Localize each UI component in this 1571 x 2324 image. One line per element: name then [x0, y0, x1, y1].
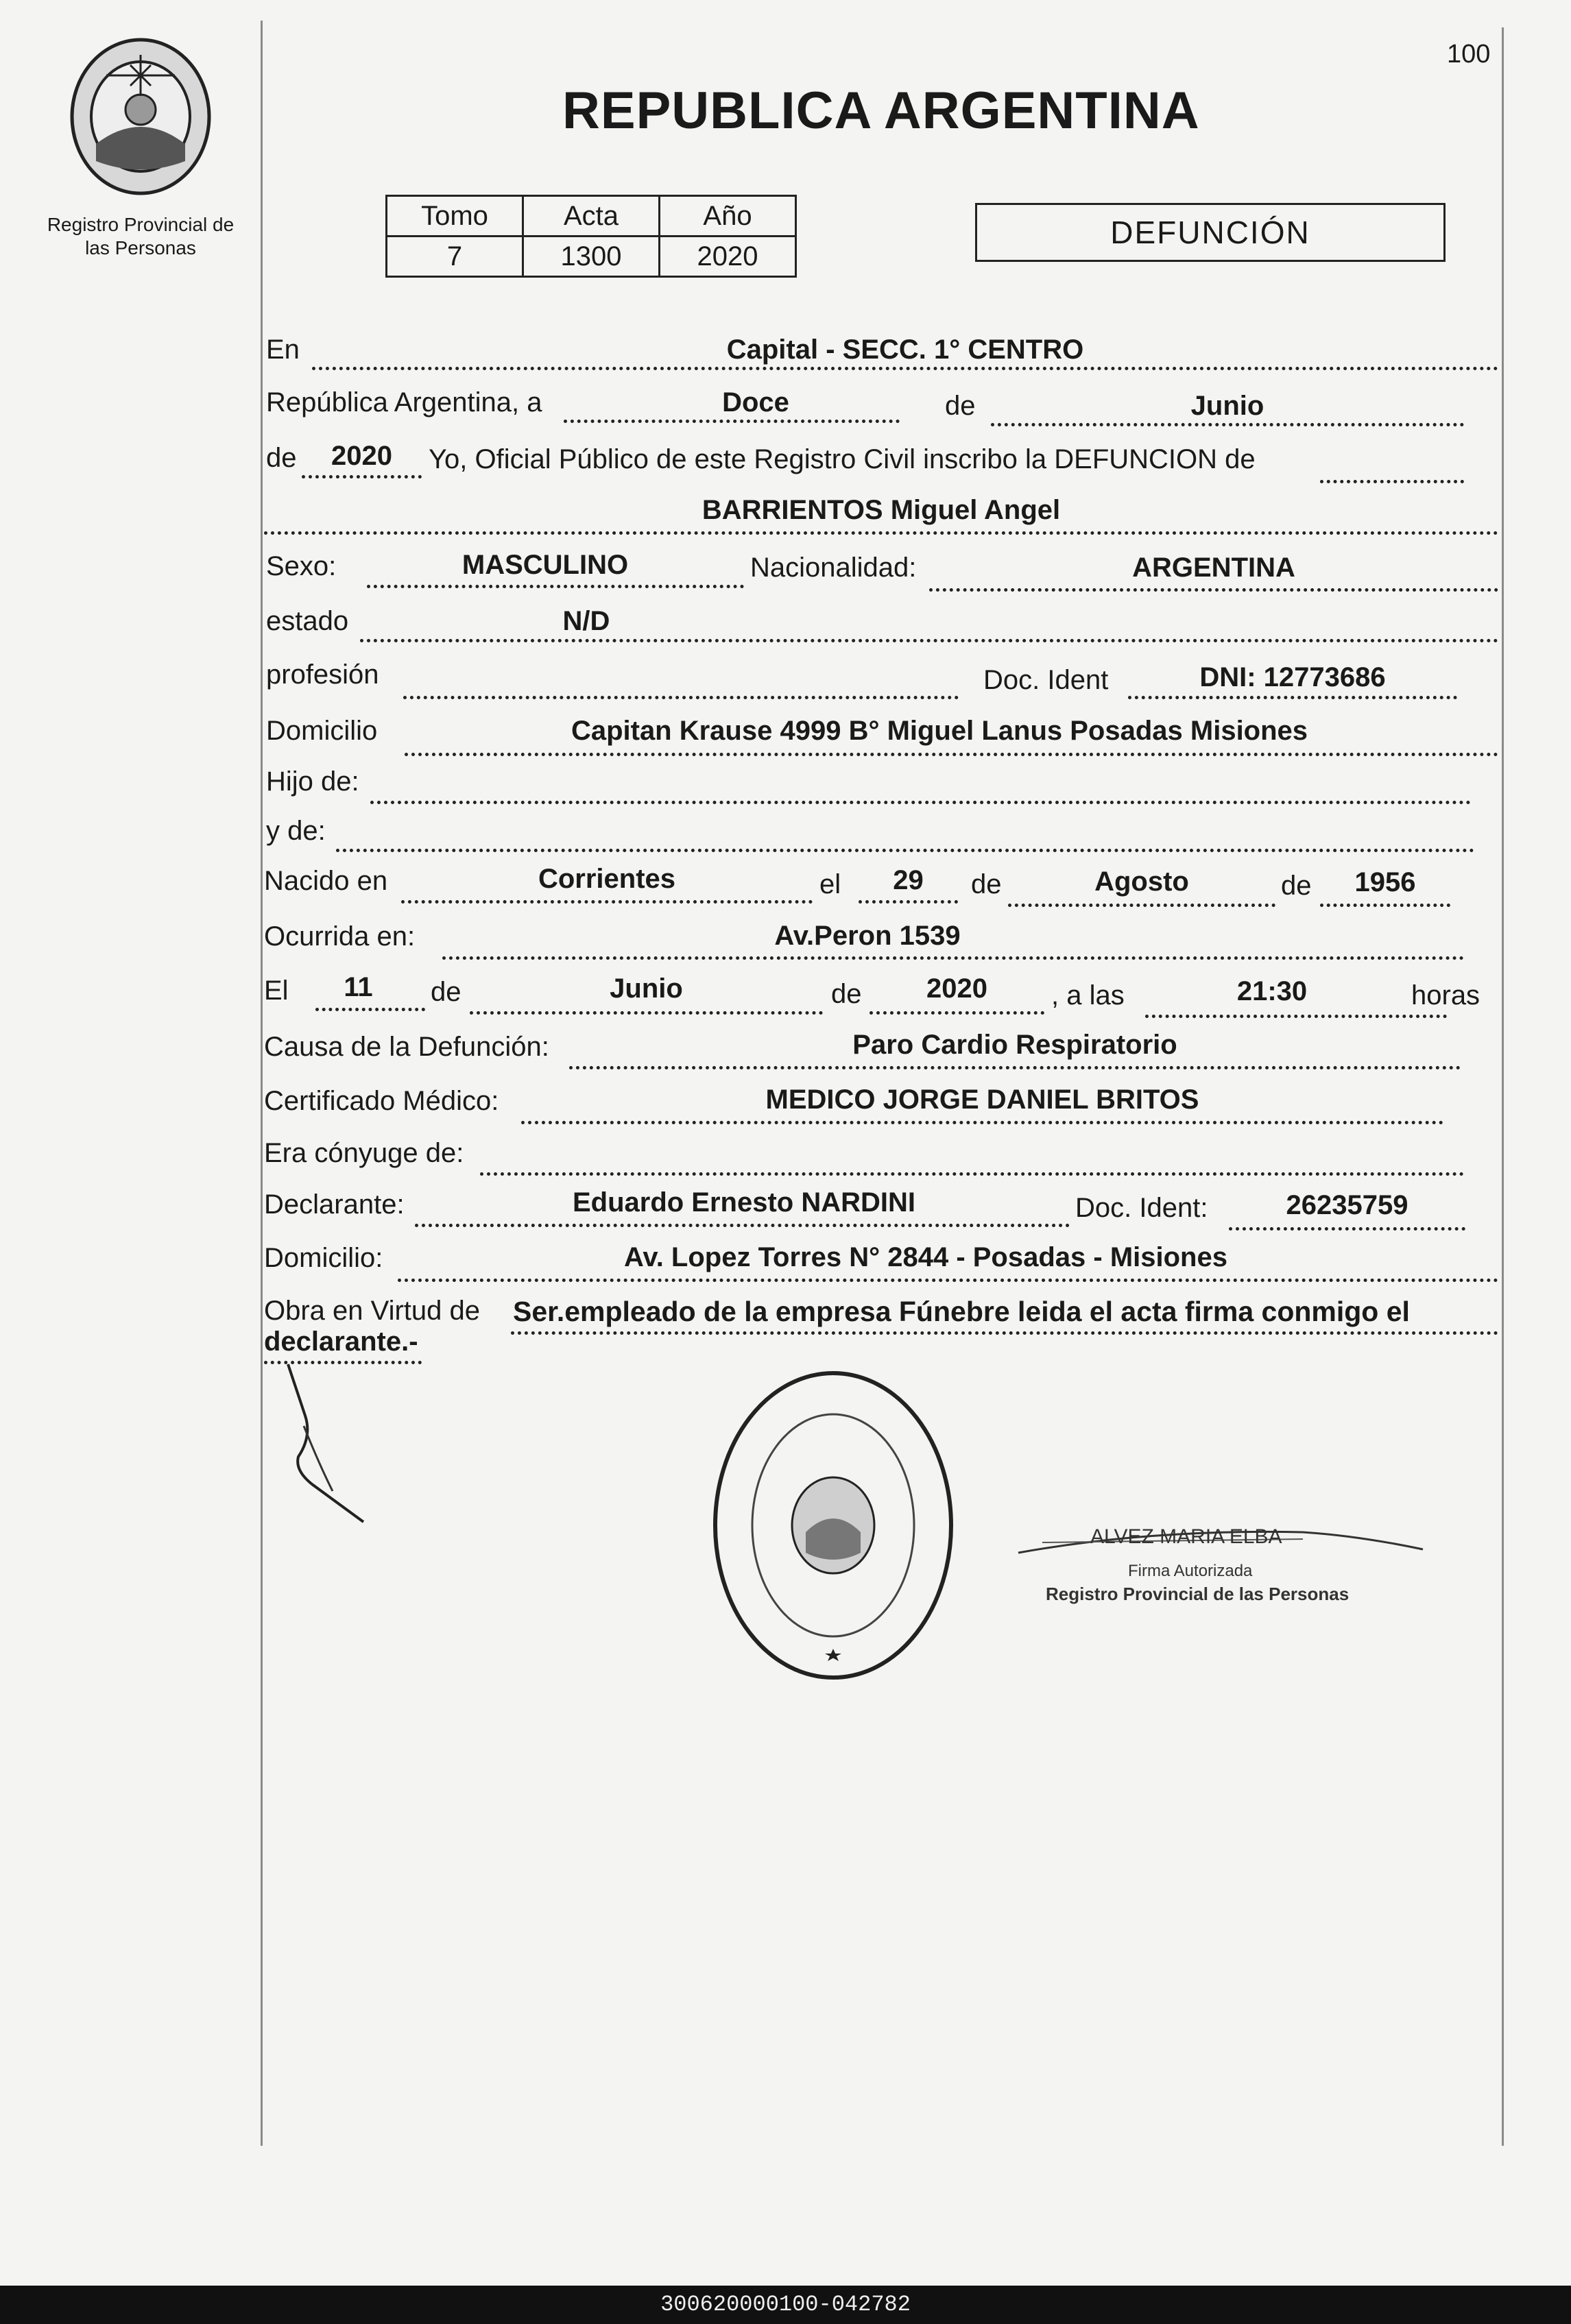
header-acta: Acta	[523, 196, 660, 237]
en-value: Capital - SECC. 1° CENTRO	[726, 335, 1084, 365]
domicilio2-value: Av. Lopez Torres N° 2844 - Posadas - Misiones	[624, 1242, 1227, 1272]
doc-ident-label: Doc. Ident	[983, 665, 1109, 695]
de-label: de	[945, 391, 976, 421]
declarante-dotted-line	[415, 1224, 1070, 1227]
deceased-name: BARRIENTOS Miguel Angel	[701, 495, 1061, 525]
en-dotted-line	[312, 367, 1498, 370]
value-ano: 2020	[660, 237, 796, 277]
registry-line2: las Personas	[85, 237, 196, 258]
nacido-label: Nacido en	[264, 866, 388, 896]
nacido-dotted-line	[401, 900, 813, 904]
el-label: el	[819, 869, 841, 899]
conyuge-label: Era cónyuge de:	[264, 1138, 464, 1168]
nacionalidad-dotted-line	[929, 588, 1498, 592]
estado-label: estado	[266, 606, 349, 636]
sexo-label: Sexo:	[266, 551, 337, 581]
doc-ident-value: DNI: 12773686	[1199, 662, 1386, 692]
name-dotted-line	[264, 531, 1498, 535]
yo-text: Yo, Oficial Público de este Registro Civil inscribo la DEFUNCION de	[429, 444, 1256, 474]
birth-year-dotted-line	[1320, 904, 1450, 907]
nacido-value: Corrientes	[538, 864, 676, 894]
province-seal	[65, 34, 216, 199]
estado-dotted-line	[360, 639, 1498, 642]
signature-line2: Registro Provincial de las Personas	[1046, 1584, 1350, 1604]
republica-label: República Argentina, a	[266, 387, 542, 417]
death-time-dotted-line	[1145, 1015, 1447, 1018]
el2-label: El	[264, 976, 289, 1006]
record-table	[385, 195, 797, 278]
domicilio2-dotted-line	[398, 1279, 1498, 1282]
hijo-label: Hijo de:	[266, 766, 359, 797]
certificado-dotted-line	[521, 1121, 1443, 1124]
death-month: Junio	[610, 973, 683, 1004]
page-number: 100	[1447, 40, 1491, 69]
birth-year: 1956	[1354, 867, 1416, 897]
de2-label: de	[266, 443, 297, 473]
death-year: 2020	[926, 973, 987, 1004]
nacionalidad-value: ARGENTINA	[1132, 553, 1295, 583]
death-day-dotted-line	[315, 1008, 425, 1011]
de6-label: de	[831, 979, 862, 1009]
signature-line1: Firma Autorizada	[1128, 1562, 1253, 1580]
birth-day-dotted-line	[859, 900, 958, 904]
causa-label: Causa de la Defunción:	[264, 1032, 549, 1062]
de3-label: de	[971, 869, 1002, 899]
day-dotted-line	[564, 420, 900, 423]
estado-value: N/D	[562, 606, 610, 636]
value-tomo: 7	[387, 237, 523, 277]
birth-month: Agosto	[1094, 867, 1189, 897]
ocurrida-label: Ocurrida en:	[264, 921, 416, 952]
value-acta: 1300	[523, 237, 660, 277]
header-ano: Año	[660, 196, 796, 237]
yde-label: y de:	[266, 816, 326, 846]
domicilio-dotted-line	[405, 753, 1498, 756]
profesion-dotted-line	[403, 696, 959, 699]
ocurrida-dotted-line	[442, 956, 1464, 960]
death-year-dotted-line	[870, 1011, 1044, 1015]
sexo-value: MASCULINO	[461, 550, 629, 580]
domicilio-value: Capitan Krause 4999 B° Miguel Lanus Posadas Misiones	[571, 716, 1308, 746]
domicilio2-label: Domicilio:	[264, 1243, 383, 1273]
header-tomo: Tomo	[387, 196, 523, 237]
obra-dotted-line	[511, 1331, 1498, 1335]
declarante-value: Eduardo Ernesto NARDINI	[572, 1187, 916, 1218]
hijo-dotted-line	[370, 801, 1471, 804]
ocurrida-value: Av.Peron 1539	[774, 921, 961, 951]
document-code: 300620000100-042782	[0, 2286, 1571, 2324]
obra-label: Obra en Virtud de	[264, 1296, 481, 1326]
registry-line1: Registro Provincial de	[47, 214, 235, 235]
obra-value-2: declarante.-	[264, 1327, 418, 1357]
conyuge-dotted-line	[480, 1172, 1464, 1176]
page-title: REPUBLICA ARGENTINA	[562, 82, 1200, 140]
year-dotted-line	[302, 475, 422, 479]
day-word: Doce	[722, 387, 789, 417]
month: Junio	[1190, 391, 1264, 421]
official-signature	[285, 1361, 381, 1525]
nacionalidad-label: Nacionalidad:	[750, 553, 917, 583]
doc-ident2-label: Doc. Ident:	[1075, 1193, 1208, 1223]
left-margin-line	[261, 21, 263, 2146]
causa-dotted-line	[569, 1066, 1461, 1069]
sexo-dotted-line	[367, 585, 744, 588]
de5-label: de	[431, 977, 461, 1007]
death-time: 21:30	[1236, 976, 1308, 1006]
right-margin-line	[1502, 27, 1504, 2146]
doc-ident2-dotted-line	[1229, 1227, 1465, 1231]
signature-name: ALVEZ MARIA ELBA	[1090, 1525, 1282, 1548]
month-dotted-line	[991, 423, 1464, 426]
birth-day: 29	[893, 865, 924, 895]
birth-month-dotted-line	[1008, 904, 1275, 907]
death-day: 11	[344, 972, 373, 1002]
yde-dotted-line	[336, 849, 1474, 852]
declarante-label: Declarante:	[264, 1189, 405, 1220]
certificado-label: Certificado Médico:	[264, 1086, 499, 1116]
registry-stamp-icon	[710, 1368, 957, 1683]
record-type-box: DEFUNCIÓN	[975, 203, 1446, 262]
profesion-label: profesión	[266, 659, 379, 690]
registry-stamp	[710, 1368, 957, 1683]
certificado-value: MEDICO JORGE DANIEL BRITOS	[765, 1085, 1199, 1115]
causa-value: Paro Cardio Respiratorio	[852, 1030, 1177, 1060]
year: 2020	[331, 441, 392, 471]
en-label: En	[266, 335, 300, 365]
record-table-header-row	[387, 196, 796, 237]
province-seal-icon	[65, 34, 216, 199]
domicilio-label: Domicilio	[266, 716, 378, 746]
horas-label: horas	[1411, 980, 1480, 1010]
obra-value: Ser.empleado de la empresa Fúnebre leida el acta firma conmigo el	[513, 1296, 1410, 1327]
de4-label: de	[1281, 871, 1312, 901]
yo-dotted-line	[1320, 480, 1464, 483]
death-month-dotted-line	[470, 1011, 823, 1015]
doc-ident2-value: 26235759	[1286, 1190, 1408, 1220]
record-table-value-row	[387, 237, 796, 277]
alas-label: , a las	[1051, 980, 1125, 1010]
doc-ident-dotted-line	[1128, 696, 1457, 699]
